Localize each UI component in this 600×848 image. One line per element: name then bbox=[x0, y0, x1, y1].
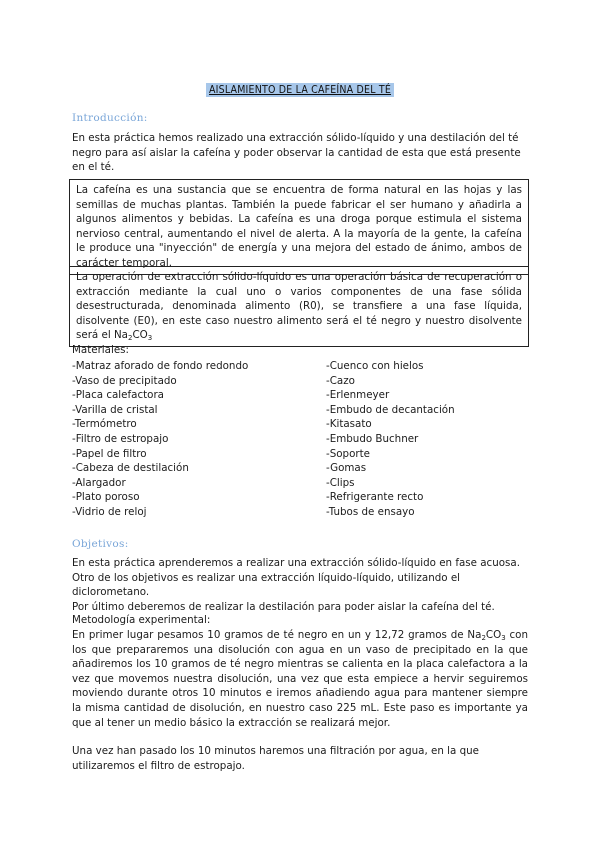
objetivo-line: Por último deberemos de realizar la destilación para poder aislar la cafeína del té. bbox=[72, 600, 495, 613]
material-item: -Embudo de decantación bbox=[326, 403, 455, 416]
metodologia-label: Metodología experimental: bbox=[72, 614, 211, 626]
material-item: -Tubos de ensayo bbox=[326, 505, 415, 518]
material-item: -Refrigerante recto bbox=[326, 491, 424, 504]
formula-subscript: 3 bbox=[147, 334, 153, 343]
title-container bbox=[0, 78, 600, 97]
formula-subscript: 3 bbox=[501, 634, 506, 642]
objetivo-line: En esta práctica aprenderemos a realizar una extracción sólido-líquido en fase acuosa. bbox=[72, 557, 520, 569]
material-item: -Embudo Buchner bbox=[326, 432, 419, 445]
extraccion-info-box bbox=[69, 266, 529, 347]
material-item: -Filtro de estropajo bbox=[72, 432, 169, 445]
formula-subscript: 2 bbox=[481, 634, 486, 642]
material-item: -Papel de filtro bbox=[72, 447, 147, 460]
material-item: -Termómetro bbox=[72, 418, 137, 431]
formula-subscript: 2 bbox=[128, 334, 133, 343]
extraccion-info-text: La operación de extracción sólido-líquido es una operación básica de recuperación o extracción mediante la cual uno o varios componentes de una fase sólida desestructurada, denominada alimento (R0), se transfiere a una fase líquida, disolvente (E0), en este caso nuestro alimento será el té negro y nuestro disolvente será el Na bbox=[76, 271, 522, 342]
introduccion-heading: Introducción: bbox=[72, 112, 148, 124]
material-item: -Varilla de cristal bbox=[72, 403, 158, 416]
materiales-column-right bbox=[326, 359, 455, 520]
introduccion-paragraph: En esta práctica hemos realizado una extracción sólido-líquido y una destilación del té negro para así aislar la cafeína y poder observar la cantidad de esta que está presente en el té. bbox=[72, 132, 521, 174]
materiales-column-left bbox=[72, 359, 248, 520]
material-item: -Cazo bbox=[326, 374, 355, 387]
material-item: -Plato poroso bbox=[72, 491, 140, 504]
formula-part: CO bbox=[485, 629, 502, 641]
material-item: -Vidrio de reloj bbox=[72, 505, 147, 518]
material-item: -Gomas bbox=[326, 462, 367, 475]
objetivos-heading: Objetivos: bbox=[72, 538, 129, 550]
material-item: -Vaso de precipitado bbox=[72, 374, 177, 387]
formula-part: CO bbox=[132, 329, 148, 342]
material-item: -Cabeza de destilación bbox=[72, 462, 189, 475]
objetivos-list bbox=[72, 556, 528, 614]
material-item: -Alargador bbox=[72, 476, 126, 489]
material-item: -Clips bbox=[326, 476, 355, 489]
material-item: -Kitasato bbox=[326, 418, 372, 431]
material-item: -Soporte bbox=[326, 447, 370, 460]
filtracion-paragraph: Una vez han pasado los 10 minutos haremos una filtración por agua, en la que utilizaremos el filtro de estropajo. bbox=[72, 745, 479, 772]
material-item: -Placa calefactora bbox=[72, 389, 164, 402]
material-item: -Erlenmeyer bbox=[326, 389, 390, 402]
objetivo-line: Otro de los objetivos es realizar una extracción líquido-líquido, utilizando el diclorometano. bbox=[72, 571, 461, 599]
metodologia-paragraph bbox=[72, 628, 528, 730]
material-item: -Matraz aforado de fondo redondo bbox=[72, 360, 249, 372]
metodologia-text-end: con los que prepararemos una disolución con agua en un vaso de precipitado en la que añadiremos los 10 gramos de té negro mientras se calienta en la placa calefactora a la vez que movemos nuestra disolución, una vez que esta empiece a hervir seguiremos moviendo durante otros 10 minutos e iremos añadiendo agua para mantener siempre la misma cantidad de disolución, en nuestro caso 225 mL. Este paso es importante ya que al tener un medio básico la extracción se realizará mejor. bbox=[72, 629, 529, 729]
materiales-label: Materiales: bbox=[72, 344, 129, 356]
cafeina-info-box bbox=[69, 179, 529, 275]
document-title: AISLAMIENTO DE LA CAFEÍNA DEL TÉ bbox=[206, 83, 394, 97]
cafeina-info-text: La cafeína es una sustancia que se encuentra de forma natural en las hojas y las semillas de muchas plantas. También la puede fabricar el ser humano y añadirla a algunos alimentos y bebidas. La cafeína es una droga porque estimula el sistema nervioso central, aumentando el nivel de alerta. A la mayoría de la gente, la cafeína le produce una "inyección" de energía y una mejora del estado de ánimo, ambos de carácter temporal. bbox=[76, 184, 522, 269]
metodologia-text-start: En primer lugar pesamos 10 gramos de té negro en un y 12,72 gramos de Na bbox=[72, 629, 482, 641]
material-item: -Cuenco con hielos bbox=[326, 360, 424, 372]
